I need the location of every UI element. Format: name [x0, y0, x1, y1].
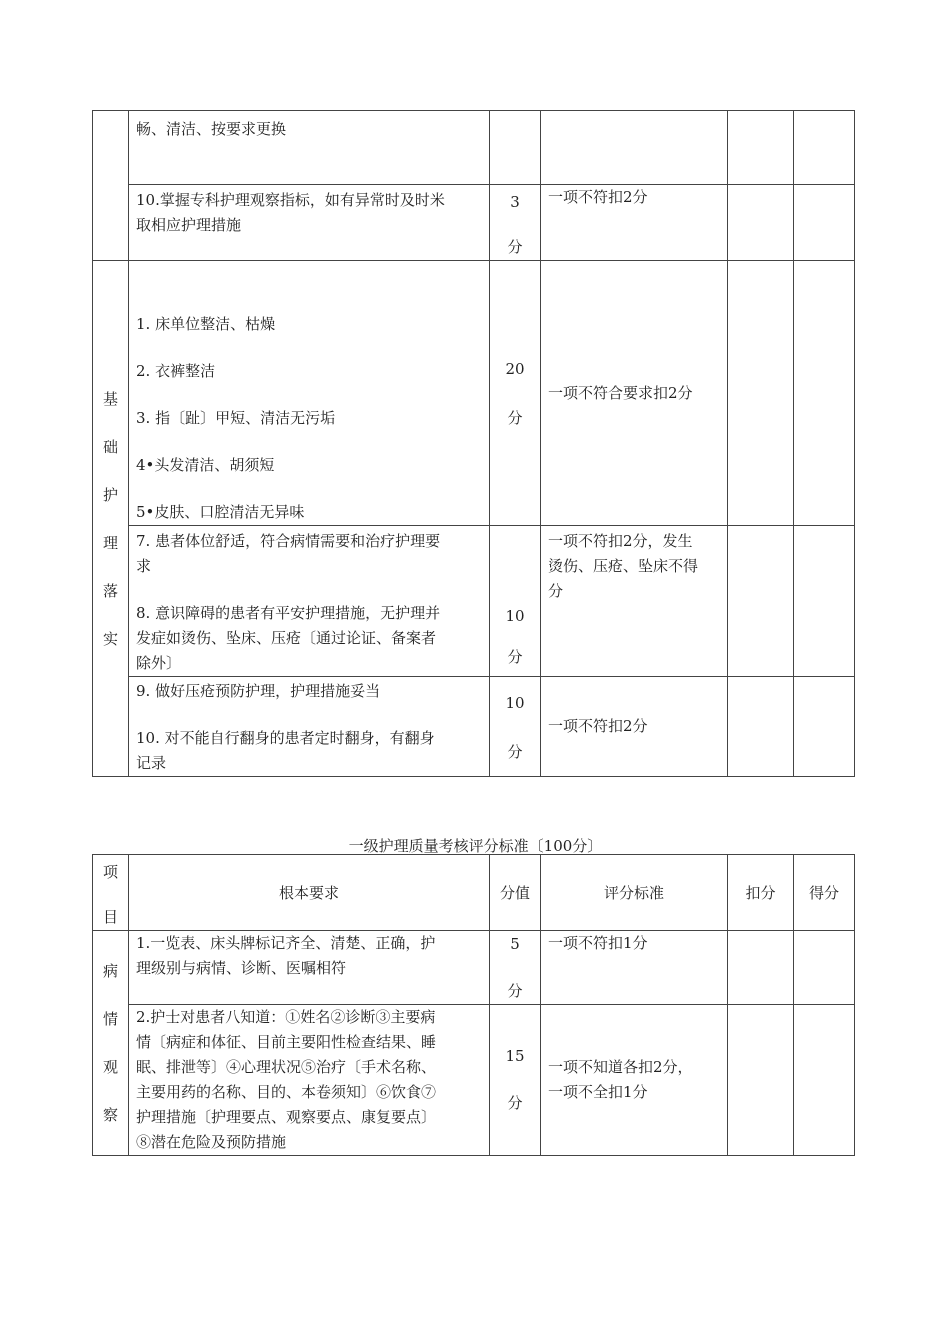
requirement-text: 8. 意识障碍的患者有平安护理措施，无护理并	[136, 604, 441, 622]
category-char: 察	[102, 1106, 118, 1124]
category-cell	[93, 931, 129, 1156]
criteria-cell	[541, 526, 728, 677]
requirement-text: 2.护士对患者八知道：①姓名②诊断③主要病	[136, 1008, 436, 1026]
header-item	[93, 855, 129, 931]
category-char: 基	[102, 389, 118, 408]
requirement-text: ⑧潜在危险及预防措施	[136, 1133, 287, 1151]
deduct-cell	[728, 261, 794, 526]
requirement-cell	[129, 677, 490, 777]
deduct-cell	[728, 677, 794, 777]
score-unit: 分	[507, 743, 523, 761]
got-cell	[794, 111, 855, 185]
category-char: 护	[102, 485, 118, 504]
score-cell	[490, 677, 541, 777]
table-row	[93, 185, 855, 261]
score-unit: 分	[507, 238, 523, 256]
requirement-text: 7. 患者体位舒适，符合病情需要和治疗护理要	[136, 532, 441, 550]
header-text: 目	[102, 908, 118, 926]
requirement-cell	[129, 111, 490, 185]
score-value: 5	[510, 935, 520, 953]
category-char: 础	[102, 437, 118, 456]
deduct-cell	[728, 111, 794, 185]
score-cell	[490, 931, 541, 1005]
header-text: 项	[102, 863, 118, 881]
criteria-text: 一项不知道各扣2分，	[548, 1058, 693, 1076]
category-char: 观	[102, 1058, 118, 1076]
deduct-cell	[728, 185, 794, 261]
requirement-text: 3. 指〔趾〕甲短、清洁无污垢	[136, 409, 336, 427]
table-caption: 一级护理质量考核评分标准〔100分〕	[348, 837, 603, 855]
requirement-text: 10. 对不能自行翻身的患者定时翻身，有翻身	[136, 729, 435, 747]
table-row	[93, 677, 855, 777]
category-char: 实	[102, 629, 118, 648]
score-unit: 分	[507, 1094, 523, 1112]
table-header-row	[93, 855, 855, 931]
score-cell	[490, 261, 541, 526]
got-cell	[794, 261, 855, 526]
criteria-cell	[541, 261, 728, 526]
score-cell	[490, 1005, 541, 1156]
got-cell	[794, 526, 855, 677]
header-deduct: 扣分	[728, 855, 794, 931]
requirement-text: 9. 做好压疮预防护理，护理措施妥当	[136, 682, 381, 700]
requirement-text: 发症如烫伤、坠床、压疮〔通过论证、备案者	[136, 629, 437, 647]
category-char: 病	[102, 962, 118, 980]
requirement-text: 主要用药的名称、目的、本卷须知〕⑥饮食⑦	[136, 1083, 437, 1101]
score-value: 3	[510, 193, 520, 211]
header-got: 得分	[794, 855, 855, 931]
criteria-cell	[541, 185, 728, 261]
requirement-text: 4•头发清洁、胡须短	[136, 456, 275, 474]
requirement-text: 眠、排泄等〕④心理状况⑤治疗〔手术名称、	[136, 1058, 437, 1076]
score-value: 15	[505, 1047, 525, 1065]
requirement-text: 2. 衣裤整洁	[136, 362, 216, 380]
empty-category-cell	[93, 111, 129, 261]
criteria-text: 一项不符扣1分	[548, 934, 648, 952]
deduct-cell	[728, 526, 794, 677]
grading-table	[92, 854, 855, 1156]
criteria-text: 分	[548, 582, 564, 600]
criteria-cell	[541, 1005, 728, 1156]
requirement-cell	[129, 261, 490, 526]
requirement-cell	[129, 185, 490, 261]
requirement-text: 除外〕	[136, 654, 182, 672]
score-unit: 分	[507, 982, 523, 1000]
requirement-text: 护理措施〔护理要点、观察要点、康复要点〕	[136, 1108, 437, 1126]
requirement-text: 畅、清洁、按要求更换	[136, 120, 287, 138]
criteria-text: 一项不符合要求扣2分	[548, 383, 693, 402]
requirement-text: 情〔病症和体征、目前主要阳性检查结果、睡	[136, 1033, 437, 1051]
got-cell	[794, 931, 855, 1005]
criteria-cell	[541, 931, 728, 1005]
got-cell	[794, 185, 855, 261]
criteria-text: 烫伤、压疮、坠床不得	[548, 557, 699, 575]
category-cell	[93, 261, 129, 777]
requirement-text: 5•皮肤、口腔清洁无异味	[136, 503, 305, 521]
table-row	[93, 931, 855, 1005]
got-cell	[794, 1005, 855, 1156]
score-cell	[490, 185, 541, 261]
score-value: 10	[505, 694, 525, 712]
category-char: 情	[102, 1010, 118, 1028]
deduct-cell	[728, 931, 794, 1005]
score-unit: 分	[507, 409, 523, 427]
requirement-text: 10.掌握专科护理观察指标，如有异常时及时米	[136, 191, 445, 209]
header-criteria: 评分标准	[541, 855, 728, 931]
criteria-cell	[541, 677, 728, 777]
category-char: 落	[102, 581, 118, 600]
score-cell	[490, 526, 541, 677]
requirement-cell	[129, 931, 490, 1005]
deduct-cell	[728, 1005, 794, 1156]
criteria-text: 一项不符扣2分，发生	[548, 532, 693, 550]
requirement-cell	[129, 1005, 490, 1156]
table-row	[93, 1005, 855, 1156]
requirement-text: 理级别与病情、诊断、医嘱相符	[136, 959, 347, 977]
score-value: 20	[505, 360, 525, 378]
score-cell	[490, 111, 541, 185]
table-row	[93, 261, 855, 526]
table-continued	[92, 110, 855, 777]
header-basic: 根本要求	[129, 855, 490, 931]
header-score: 分值	[490, 855, 541, 931]
criteria-cell	[541, 111, 728, 185]
table-row	[93, 111, 855, 185]
got-cell	[794, 677, 855, 777]
table-row	[93, 526, 855, 677]
score-value: 10	[505, 607, 525, 625]
requirement-text: 求	[136, 557, 152, 575]
criteria-text: 一项不符扣2分	[548, 188, 648, 206]
category-char: 理	[102, 533, 118, 552]
criteria-text: 一项不符扣2分	[548, 717, 648, 735]
score-unit: 分	[507, 648, 523, 666]
requirement-cell	[129, 526, 490, 677]
requirement-text: 记录	[136, 754, 167, 772]
requirement-text: 1. 床单位整洁、枯燥	[136, 315, 276, 333]
criteria-text: 一项不全扣1分	[548, 1083, 648, 1101]
requirement-text: 1.一览表、床头牌标记齐全、清楚、正确，护	[136, 934, 436, 952]
requirement-text: 取相应护理措施	[136, 216, 242, 234]
